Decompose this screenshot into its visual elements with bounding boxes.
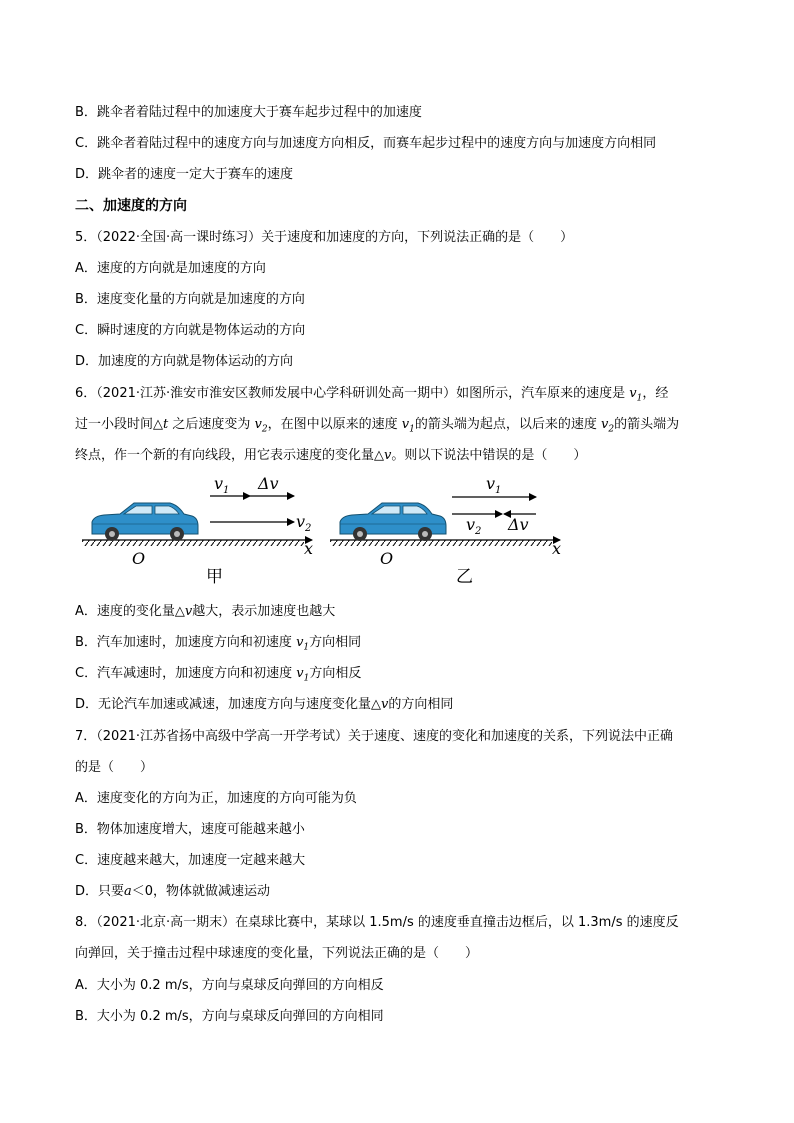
option-c-prev: C．跳伞者着陆过程中的速度方向与加速度方向相反，而赛车起步过程中的速度方向与加速度方向相同 (75, 136, 657, 151)
q6-text: ，经 (642, 386, 669, 401)
q7-option-b: B．物体加速度增大，速度可能越来越小 (75, 822, 305, 837)
q5-option-c: C．瞬时速度的方向就是物体运动的方向 (75, 323, 306, 338)
q6-text: 终点，作一个新的有向线段，用它表示速度的变化量△ (75, 448, 384, 463)
t-symbol: t (163, 417, 169, 432)
delta-v-label: Δv (258, 474, 279, 493)
question-7-line-1: 7．（2021·江苏省扬中高级中学高一开学考试）关于速度、速度的变化和加速度的关系，下列说法中正确 (75, 729, 673, 744)
v2-label: $v_2$ (466, 515, 482, 537)
question-5: 5．（2022·全国·高一课时练习）关于速度和加速度的方向，下列说法正确的是（ ） (75, 230, 574, 245)
origin-label: O (132, 549, 146, 568)
question-8-line-2: 向弹回，关于撞击过程中球速度的变化量，下列说法正确的是（ ） (75, 946, 479, 961)
v-symbol: v (184, 604, 193, 619)
q8-option-b: B．大小为 0.2 m/s，方向与桌球反向弹回的方向相同 (75, 1009, 384, 1024)
option-d-prev: D．跳伞者的速度一定大于赛车的速度 (75, 167, 294, 182)
q7-option-a: A．速度变化的方向为正，加速度的方向可能为负 (75, 791, 357, 806)
question-6-line-1 (75, 386, 735, 407)
q6-text: 的箭头端为 (614, 417, 680, 432)
right-caption: 乙 (456, 567, 473, 587)
x-axis-label: x (304, 539, 314, 558)
q6-text: 过一小段时间△ (75, 417, 163, 432)
question-7-line-2: 的是（ ） (75, 760, 154, 775)
ground-hatch-left (82, 540, 304, 546)
q6-text: 6．（2021·江苏·淮安市淮安区教师发展中心学科研训处高一期中）如图所示，汽车原来的速度是 (75, 386, 630, 401)
q6-text: 的箭头端为起点，以后来的速度 (414, 417, 601, 432)
question-8-line-1: 8．（2021·北京·高一期末）在桌球比赛中，某球以 1.5m/s 的速度垂直撞击边框后，以 1.3m/s 的速度反 (75, 915, 679, 930)
question-6-line-3 (75, 448, 735, 464)
section-heading: 二、加速度的方向 (75, 198, 187, 214)
origin-label: O (380, 549, 394, 568)
q5-option-d: D．加速度的方向就是物体运动的方向 (75, 354, 294, 369)
v2-symbol: $v_2$ (254, 417, 268, 435)
q7-option-c: C．速度越来越大，加速度一定越来越大 (75, 853, 306, 868)
q6-option-a: A．速度的变化量△v越大，表示加速度也越大 (75, 604, 336, 619)
q5-option-b: B．速度变化量的方向就是加速度的方向 (75, 292, 305, 307)
q6-option-d: D．无论汽车加速或减速，加速度方向与速度变化量△v的方向相同 (75, 697, 454, 712)
q5-option-a: A．速度的方向就是加速度的方向 (75, 261, 266, 276)
v2-label: $v_2$ (296, 512, 312, 534)
v2-symbol: $v_2$ (600, 417, 615, 435)
car-icon (340, 503, 446, 541)
q6-text: ，在图中以原来的速度 (267, 417, 402, 432)
option-b-prev: B．跳伞者着陆过程中的加速度大于赛车起步过程中的加速度 (75, 105, 422, 120)
delta-v-label: Δv (508, 515, 529, 534)
car-icon (92, 503, 198, 541)
v1-label: $v_1$ (486, 474, 502, 496)
v-symbol: v (381, 697, 389, 712)
q7-option-d: D．只要a＜0，物体就做减速运动 (75, 884, 271, 899)
velocity-change-figure (82, 470, 582, 590)
q6-option-b: B．汽车加速时，加速度方向和初速度 $v_1$方向相同 (75, 635, 362, 653)
ground-hatch-right (330, 540, 552, 546)
diagram-right (330, 474, 561, 587)
q8-option-a: A．大小为 0.2 m/s，方向与桌球反向弹回的方向相反 (75, 978, 384, 993)
question-6-line-2 (75, 417, 735, 438)
v1-symbol: $v_1$ (296, 666, 310, 684)
v-symbol: v (384, 448, 392, 463)
a-symbol: a (124, 884, 132, 899)
q6-text: 之后速度变为 (168, 417, 255, 432)
v1-label: $v_1$ (214, 474, 230, 496)
v1-symbol: $v_1$ (629, 386, 643, 404)
left-caption: 甲 (206, 567, 223, 587)
v1-symbol: $v_1$ (296, 635, 310, 653)
q6-text: 。则以下说法中错误的是（ ） (391, 448, 587, 463)
q6-option-c: C．汽车减速时，加速度方向和初速度 $v_1$方向相反 (75, 666, 362, 684)
diagram-left (82, 474, 313, 587)
v1-symbol: $v_1$ (401, 417, 415, 435)
x-axis-label: x (552, 539, 562, 558)
